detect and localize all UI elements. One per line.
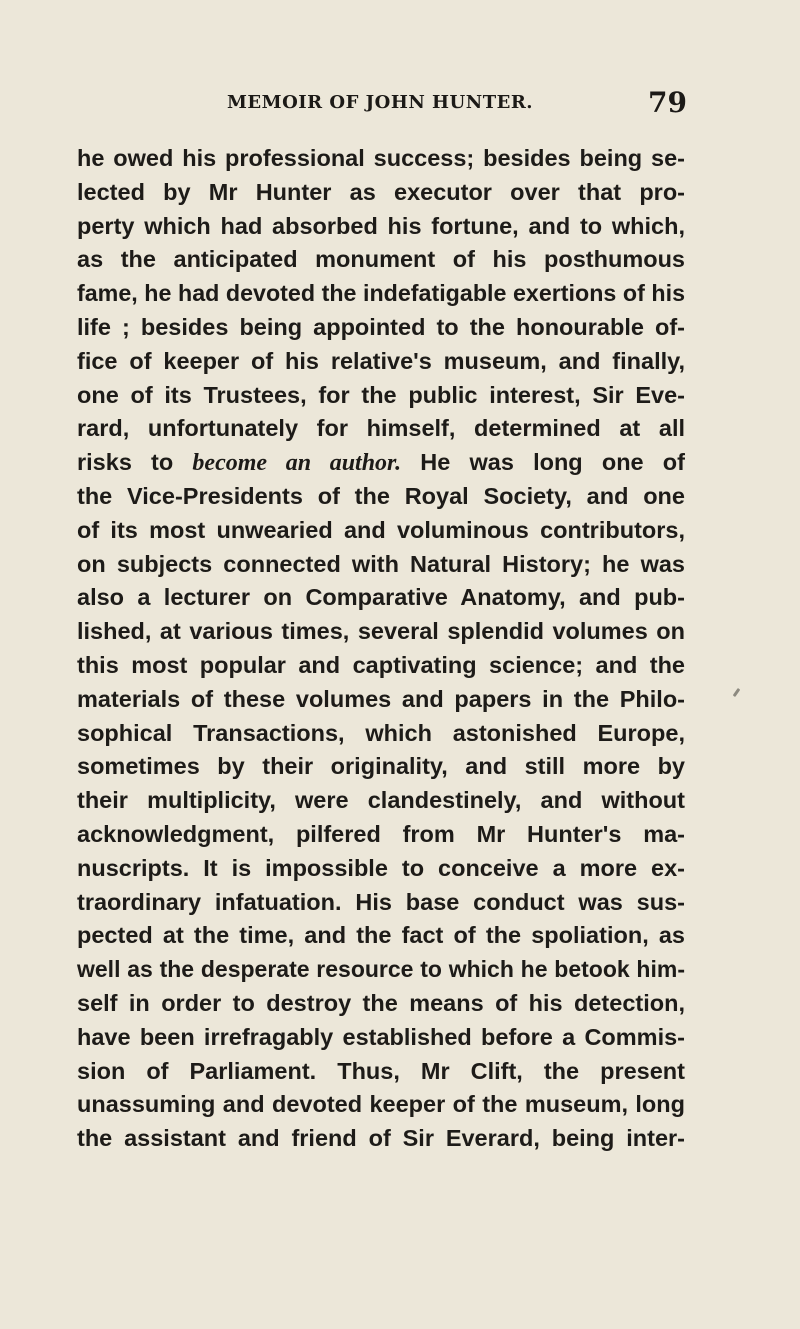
- line-segment: risks to: [77, 449, 193, 476]
- text-line: as the anticipated monument of his posthumous: [77, 246, 685, 273]
- text-line: fice of keeper of his relative's museum, and finally,: [77, 347, 685, 374]
- text-line: rard, unfortunately for himself, determined at all: [77, 415, 685, 442]
- text-line: traordinary infatuation. His base conduct was sus-: [77, 888, 685, 915]
- text-line: lished, at various times, several splendid volumes on: [77, 618, 685, 645]
- text-line: life ; besides being appointed to the honourable of-: [77, 313, 685, 340]
- italic-phrase: become an author.: [192, 450, 402, 477]
- running-head: MEMOIR OF JOHN HUNTER.: [227, 92, 534, 113]
- text-line: also a lecturer on Comparative Anatomy, and pub-: [77, 584, 685, 611]
- text-line: [77, 446, 685, 480]
- text-line: sometimes by their originality, and still more by: [77, 753, 685, 780]
- text-line: the Vice-Presidents of the Royal Society, and one: [77, 482, 685, 509]
- text-line: have been irrefragably established before a Commis-: [77, 1023, 685, 1050]
- text-line: well as the desperate resource to which he betook him-: [77, 956, 685, 983]
- text-line: sophical Transactions, which astonished Europe,: [77, 719, 685, 746]
- text-line: he owed his professional success; besides being se-: [77, 145, 685, 171]
- text-line: this most popular and captivating science; and the: [77, 651, 685, 678]
- text-line: unassuming and devoted keeper of the museum, long: [77, 1091, 685, 1118]
- page-number: 79: [648, 86, 687, 119]
- text-line: pected at the time, and the fact of the spoliation, as: [77, 922, 685, 949]
- text-line: perty which had absorbed his fortune, and to which,: [77, 212, 685, 239]
- text-line: nuscripts. It is impossible to conceive a more ex-: [77, 854, 685, 881]
- text-line: fame, he had devoted the indefatigable exertions of his: [77, 280, 685, 307]
- text-line: their multiplicity, were clandestinely, and without: [77, 787, 685, 814]
- text-line: of its most unwearied and voluminous contributors,: [77, 516, 685, 543]
- text-line: lected by Mr Hunter as executor over that pro-: [77, 178, 685, 205]
- page-header: [227, 86, 687, 126]
- text-line: one of its Trustees, for the public interest, Sir Eve-: [77, 381, 685, 408]
- text-line: self in order to destroy the means of his detection,: [77, 989, 685, 1016]
- text-line: materials of these volumes and papers in the Philo-: [77, 685, 685, 712]
- text-line: the assistant and friend of Sir Everard, being inter-: [77, 1125, 685, 1152]
- text-line: acknowledgment, pilfered from Mr Hunter's ma-: [77, 820, 685, 847]
- line-segment: He was long one of: [401, 449, 685, 476]
- text-line: on subjects connected with Natural History; he was: [77, 550, 685, 577]
- paper-speck: [733, 688, 741, 697]
- text-line: sion of Parliament. Thus, Mr Clift, the present: [77, 1057, 685, 1084]
- body-text: [77, 142, 685, 1156]
